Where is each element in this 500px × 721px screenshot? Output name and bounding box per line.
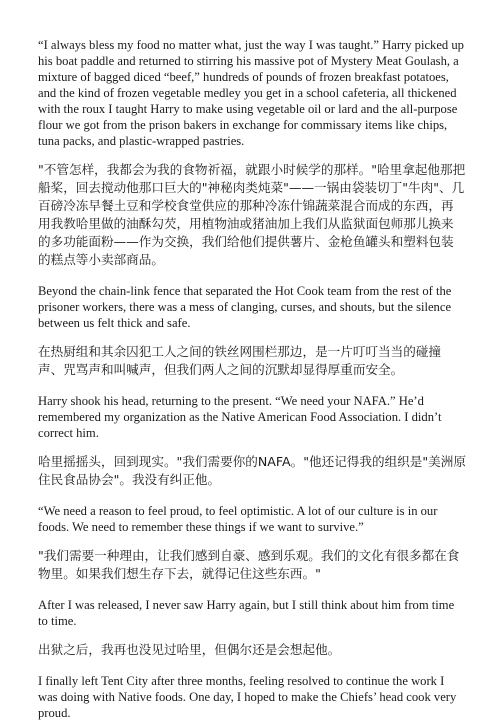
paragraph-en-6: I finally left Tent City after three months, feeling resolved to continue the work I was doing with Native foods. One day, I hoped to make the Chiefs’ head cook very proud. xyxy=(38,674,457,720)
paragraph-zh-1: "不管怎样，我都会为我的食物祈福，就跟小时候学的那样。"哈里拿起他那把船桨，回去搅动他那口巨大的"神秘肉类炖菜"——一锅由袋装切丁"牛肉"、几百磅冷冻早餐土豆和学校食堂供应的那种冷冻什锦蔬菜混合而成的东西，再用我教哈里做的油酥勾芡，用植物油或猪油加上我们从监狱面包师那儿换来的多功能面粉——作为交换，我们给他们提供薯片、金枪鱼罐头和塑料包装的糕点等小卖部商品。 xyxy=(38,162,466,267)
paragraph-zh-2: 在热厨组和其余囚犯工人之间的铁丝网围栏那边，是一片叮叮当当的碰撞声、咒骂声和叫喊声，但我们两人之间的沉默却显得厚重而安全。 xyxy=(38,344,441,377)
paragraph-zh-5: 出狱之后，我再也没见过哈里，但偶尔还是会想起他。 xyxy=(38,642,341,657)
paragraph-en-4: “We need a reason to feel proud, to feel optimistic. A lot of our culture is in our foods. We need to remember these things if we want to survive.” xyxy=(38,504,438,534)
paragraph-en-2: Beyond the chain-link fence that separated the Hot Cook team from the rest of the prisoner workers, there was a mess of clanging, curses, and shouts, but the silence between us felt thick and safe. xyxy=(38,284,452,330)
paragraph-en-1: “I always bless my food no matter what, just the way I was taught.” Harry picked up his boat paddle and returned to stirring his massive pot of Mystery Meat Goulash, a mixture of bagged diced “beef,” hundreds of pounds of frozen breakfast potatoes, and the kind of frozen vegetable medley you get in a school cafeteria, all thickened with the roux I taught Harry to make using vegetable oil or lard and the all-purpose flour we got from the prison bakers in exchange for commissary items like chips, tuna packs, and plastic-wrapped pastries. xyxy=(38,38,464,148)
paragraph-zh-3: 哈里摇摇头，回到现实。"我们需要你的NAFA。"他还记得我的组织是"美洲原住民食品协会"。我没有纠正他。 xyxy=(38,454,466,487)
paragraph-en-5: After I was released, I never saw Harry again, but I still think about him from time to time. xyxy=(38,598,455,628)
paragraph-en-3: Harry shook his head, returning to the present. “We need your NAFA.” He’d remembered my organization as the Native American Food Association. I didn’t correct him. xyxy=(38,394,442,440)
paragraph-zh-4: "我们需要一种理由，让我们感到自豪、感到乐观。我们的文化有很多都在食物里。如果我们想生存下去，就得记住这些东西。" xyxy=(38,548,460,581)
